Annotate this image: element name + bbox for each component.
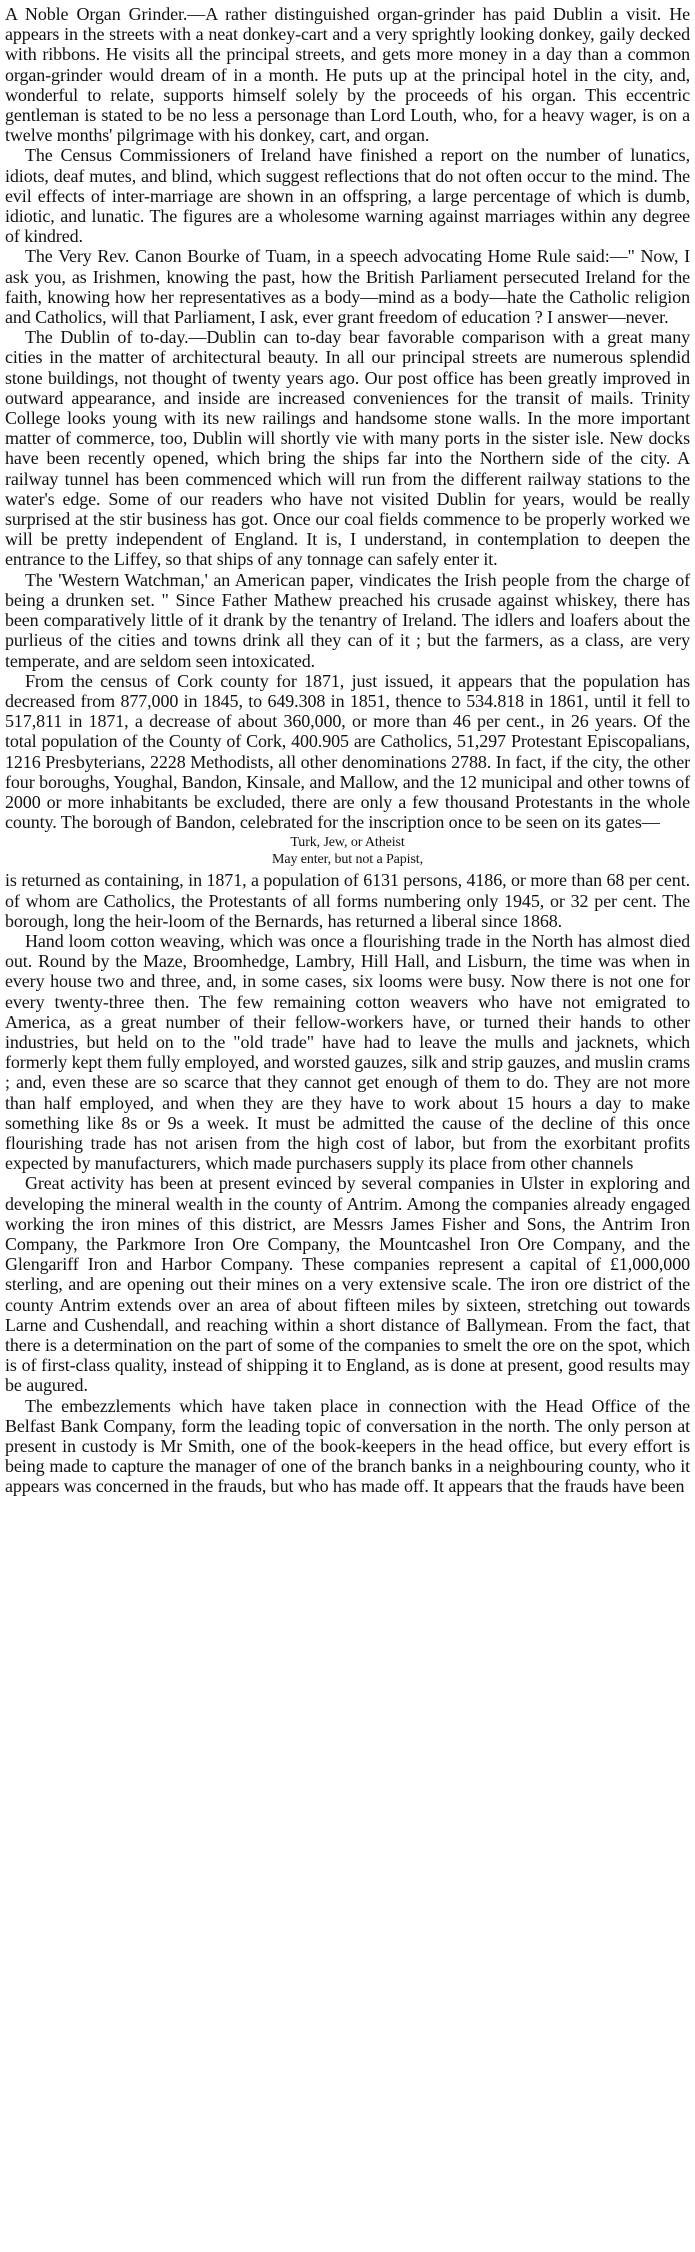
paragraph-antrim-mining: Great activity has been at present evinced by several companies in Ulster in exploring and developing the mineral wealth in the county of Antrim. Among the companies already engaged working the iron mines of this district, are Messrs James Fisher and Sons, the Antrim Iron Company, the Parkmore Iron Ore Company, the Mountcashel Iron Ore Company, and the Glengariff Iron and Harbor Company. These companies represent a capital of £1,000,000 sterling, and are opening out their mines on a very extensive scale. The iron ore district of the county Antrim extends over an area of about fifteen miles by sixteen, stretching out towards Larne and Cushendall, and reaching within a short distance of Ballymean. From the fact, that there is a determination on the part of some of the companies to smelt the ore on the spot, which is of first-class quality, instead of shipping it to England, as is done at present, good results may be augured. xyxy=(5,1173,690,1396)
paragraph-western-watchman: The 'Western Watchman,' an American paper, vindicates the Irish people from the charge of being a drunken set. " Since Father Mathew preached his crusade against whiskey, there has been comparatively little of it drank by the tenantry of Ireland. The idlers and loafers about the purlieus of the cities and towns drink all they can of it ; but the farmers, as a class, are very temperate, and are seldom seen intoxicated. xyxy=(5,569,690,671)
paragraph-hand-loom-weaving: Hand loom cotton weaving, which was once a flourishing trade in the North has almost died out. Round by the Maze, Broomhedge, Lambry, Hill Hall, and Lisburn, the time was when in every house two and three, and, in some cases, six looms were busy. Now there is not one for every twenty-three then. The few remaining cotton weavers who have not emigrated to America, as a great number of their fellow-workers have, or turned their hands to other industries, but held on to the "old trade" have had to leave the mulls and jacknets, which formerly kept them fully employed, and worsted gauzes, silk and strip gauzes, and muslin crams ; and, even these are so scarce that they cannot get enough of them to do. They are not more than half employed, and when they are they have to work about 15 hours a day to make something like 8s or 9s a week. It must be admitted the cause of the decline of this once flourishing trade has not arisen from the high cost of labor, but from the exorbitant profits expected by manufacturers, which made purchasers supply its place from other channels xyxy=(5,930,690,1174)
paragraph-canon-bourke: The Very Rev. Canon Bourke of Tuam, in a speech advocating Home Rule said:—" Now, I ask you, as Irishmen, knowing the past, how the British Parliament persecuted Ireland for the faith, knowing how her representatives as a body—mind as a body—hate the Catholic religion and Catholics, will that Parliament, I ask, ever grant freedom of education ? I answer—never. xyxy=(5,246,690,328)
newspaper-column xyxy=(5,0,690,1497)
quote-line: May enter, but not a Papist, xyxy=(271,852,423,868)
inscription-quote xyxy=(5,834,690,868)
paragraph-bandon-continuation: is returned as containing, in 1871, a population of 6131 persons, 4186, or more than 68 per cent. of whom are Catholics, the Protestants of all forms numbering only 1945, or 32 per cent. The borough, long the heir-loom of the Bernards, has returned a liberal since 1868. xyxy=(5,870,690,931)
paragraph-cork-census: From the census of Cork county for 1871, just issued, it appears that the population has decreased from 877,000 in 1845, to 649.308 in 1851, thence to 534.818 in 1861, until it fell to 517,811 in 1871, a decrease of about 360,000, or more than 46 per cent., in 26 years. Of the total population of the County of Cork, 400.905 are Catholics, 51,297 Protestant Episcopalians, 1216 Presbyterians, 2228 Methodists, all other denominations 2788. In fact, if the city, the other four boroughs, Youghal, Bandon, Kinsale, and Mallow, and the 12 municipal and other towns of 2000 or more inhabitants be excluded, there are only a few thousand Protestants in the whole county. The borough of Bandon, celebrated for the inscription once to be seen on its gates— xyxy=(5,670,690,833)
paragraph-dublin-today: The Dublin of to-day.—Dublin can to-day bear favorable comparison with a great many cities in the matter of architectural beauty. In all our principal streets are numerous splendid stone buildings, not thought of twenty years ago. Our post office has been greatly improved in outward appearance, and inside are increased conveniences for the transit of mails. Trinity College looks young with its new railings and handsome stone walls. In the more important matter of commerce, too, Dublin will shortly vie with many ports in the sister isle. New docks have been recently opened, which bring the ships far into the Northern side of the city. A railway tunnel has been commenced which will run from the different railway stations to the water's edge. Some of our readers who have not visited Dublin for years, would be really surprised at the stir business has got. Once our coal fields commence to be properly worked we will be pretty independent of England. It is, I understand, in contemplation to deepen the entrance to the Liffey, so that ships of any tonnage can safely enter it. xyxy=(5,327,690,570)
paragraph-organ-grinder: A Noble Organ Grinder.—A rather distinguished organ-grinder has paid Dublin a visit. He appears in the streets with a neat donkey-cart and a very sprightly looking donkey, gaily decked with ribbons. He visits all the principal streets, and gets more money in a day than a common organ-grinder would dream of in a month. He puts up at the principal hotel in the city, and, wonderful to relate, supports himself solely by the proceeds of his organ. This eccentric gentleman is stated to be no less a personage than Lord Louth, who, for a heavy wager, is on a twelve months' pilgrimage with his donkey, cart, and organ. xyxy=(5,4,690,146)
quote-line: Turk, Jew, or Atheist xyxy=(290,835,405,851)
paragraph-census-commissioners: The Census Commissioners of Ireland have finished a report on the number of lunatics, idiots, deaf mutes, and blind, which suggest reflections that do not often occur to the mind. The evil effects of inter-marriage are shown in an offspring, a large percentage of which is dumb, idiotic, and lunatic. The figures are a wholesome warning against marriages within any degree of kindred. xyxy=(5,145,690,247)
paragraph-belfast-bank: The embezzlements which have taken place in connection with the Head Office of the Belfast Bank Company, form the leading topic of conversation in the north. The only person at present in custody is Mr Smith, one of the book-keepers in the head office, but every effort is being made to capture the manager of one of the branch banks in a neighbouring county, who it appears was concerned in the frauds, but who has made off. It appears that the frauds have been xyxy=(5,1395,690,1497)
